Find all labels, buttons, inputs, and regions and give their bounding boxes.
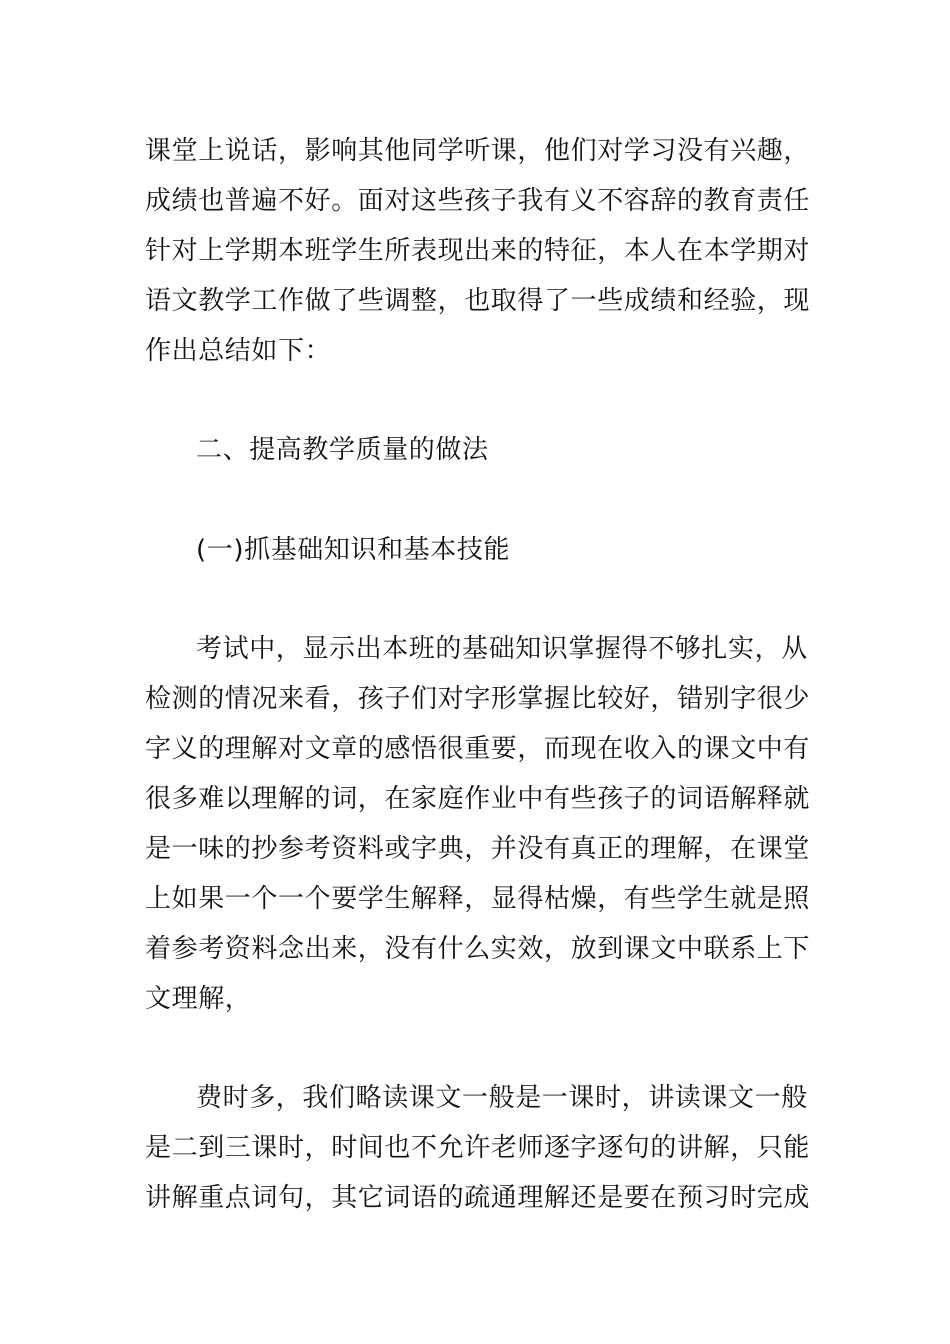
text-line: 语文教学工作做了些调整，也取得了一些成绩和经验，现 [145, 286, 811, 316]
text-line: 针对上学期本班学生所表现出来的特征，本人在本学期对 [145, 236, 811, 266]
text-line: 作出总结如下： [145, 336, 332, 366]
section-heading: 二、提高教学质量的做法 [196, 435, 489, 465]
subsection-heading: (一)抓基础知识和基本技能 [196, 535, 511, 565]
text-line: 是一味的抄参考资料或字典，并没有真正的理解，在课堂 [145, 834, 811, 864]
text-line: 字义的理解对文章的感悟很重要，而现在收入的课文中有 [145, 734, 811, 764]
text-line: 是二到三课时，时间也不允许老师逐字逐句的讲解，只能 [145, 1133, 811, 1163]
text-line: 讲解重点词句，其它词语的疏通理解还是要在预习时完成 [145, 1183, 811, 1213]
text-line: 成绩也普遍不好。面对这些孩子我有义不容辞的教育责任 [145, 186, 811, 216]
text-line: 课堂上说话，影响其他同学听课，他们对学习没有兴趣， [145, 136, 811, 166]
text-line: 费时多，我们略读课文一般是一课时，讲读课文一般 [196, 1083, 808, 1113]
text-line: 上如果一个一个要学生解释，显得枯燥，有些学生就是照 [145, 884, 811, 914]
text-line: 着参考资料念出来，没有什么实效，放到课文中联系上下 [145, 934, 811, 964]
text-line: 文理解， [145, 984, 252, 1014]
text-line: 很多难以理解的词，在家庭作业中有些孩子的词语解释就 [145, 784, 811, 814]
text-line: 检测的情况来看，孩子们对字形掌握比较好，错别字很少 [145, 684, 811, 714]
text-line: 考试中，显示出本班的基础知识掌握得不够扎实，从 [196, 634, 808, 664]
